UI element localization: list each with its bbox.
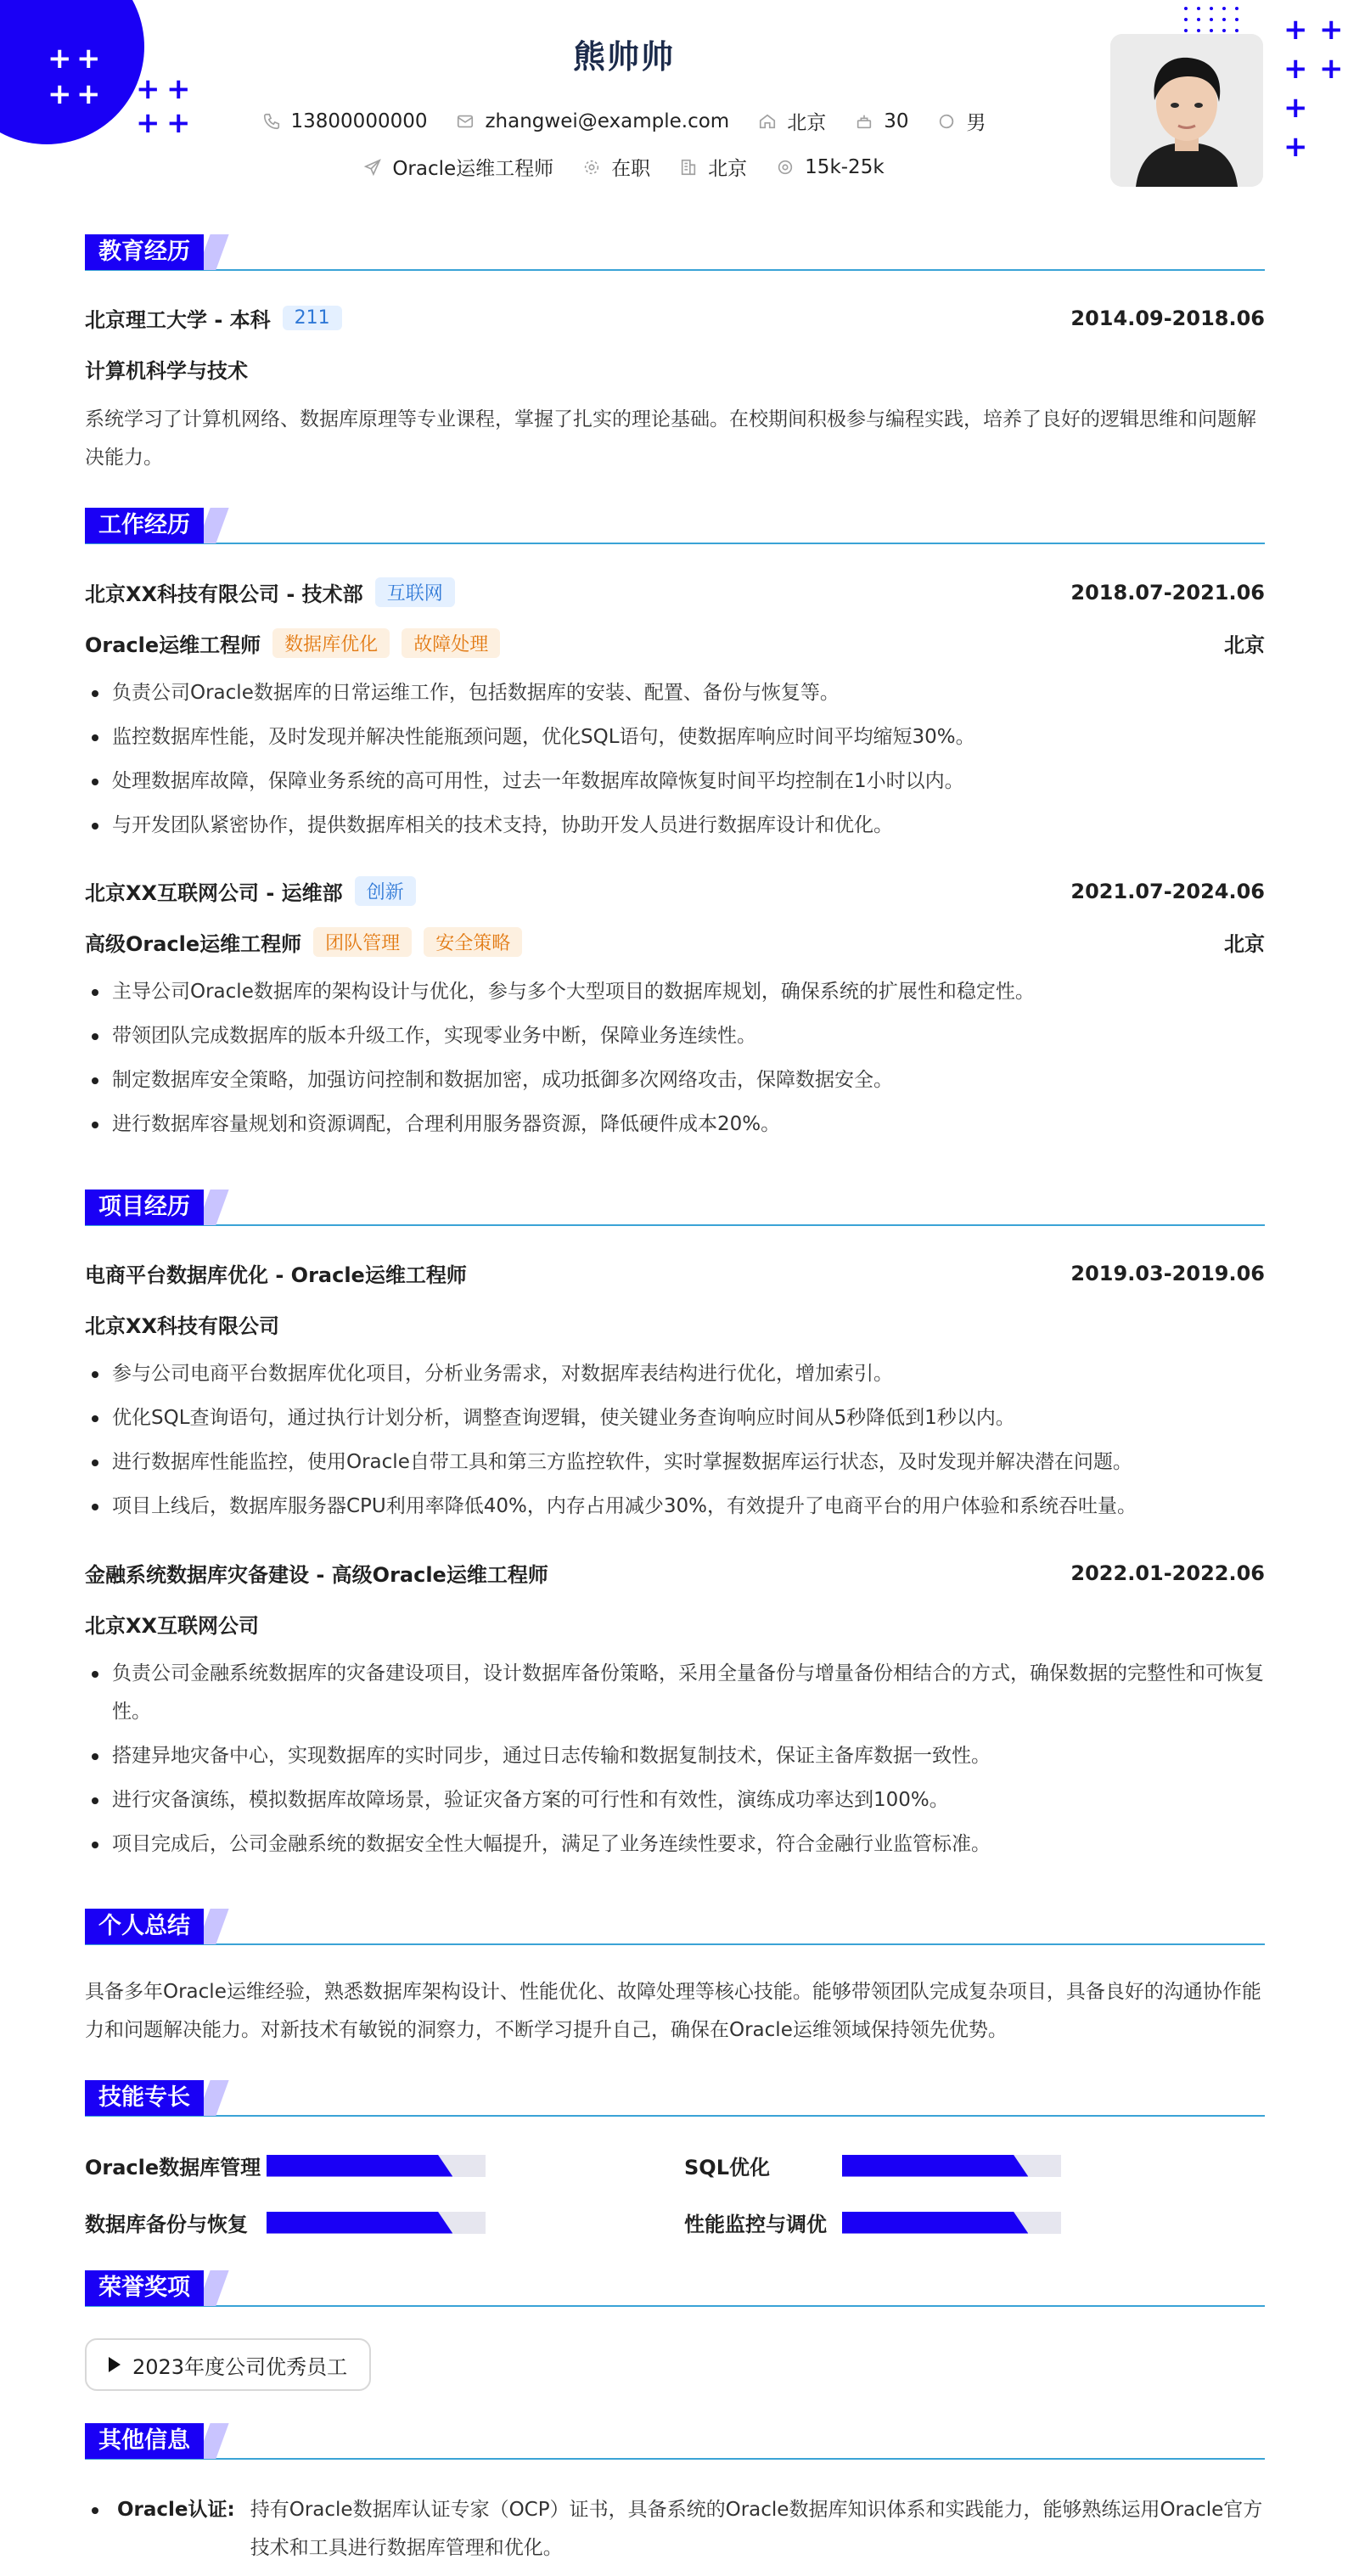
list-item: 制定数据库安全策略，加强访问控制和数据加密，成功抵御多次网络攻击，保障数据安全。: [85, 1061, 1265, 1100]
project-company-row: [85, 1309, 1265, 1339]
skill-name: 性能监控与调优: [684, 2213, 827, 2236]
bullet-dot: [92, 2507, 98, 2514]
skill-name: Oracle数据库管理: [85, 2156, 261, 2179]
education-date: 2014.09-2018.06: [1070, 306, 1265, 330]
plus-icon: +: [1283, 13, 1308, 47]
avatar: [1110, 34, 1263, 187]
project-header: [85, 1258, 1265, 1288]
work-date: 2021.07-2024.06: [1070, 879, 1265, 903]
education-description: 系统学习了计算机网络、数据库原理等专业课程，掌握了扎实的理论基础。在校期间积极参与编程实践，培养了良好的逻辑思维和问题解决能力。: [85, 408, 1256, 469]
phone-icon: [262, 112, 281, 131]
skill-item: [684, 2208, 1061, 2237]
major: 计算机科学与技术: [85, 359, 248, 383]
role-tag: 数据库优化: [272, 628, 390, 658]
work-header: [85, 577, 1265, 607]
plus-icon: +: [1283, 52, 1308, 86]
building-icon: [679, 158, 698, 177]
coin-icon: [776, 158, 795, 177]
section-education: [85, 234, 1265, 272]
skill-bar-fill: [842, 2155, 1028, 2177]
gender-icon: [937, 112, 956, 131]
job-title-text: Oracle运维工程师: [392, 158, 554, 180]
list-item: 负责公司金融系统数据库的灾备建设项目，设计数据库备份策略，采用全量备份与增量备份相结合的方式，确保数据的完整性和可恢复性。: [85, 1655, 1265, 1731]
plus-icon: +: [1283, 91, 1308, 125]
home-icon: [758, 112, 777, 131]
job-title-item: [363, 153, 553, 181]
plus-icon: +: [166, 72, 191, 106]
candidate-name: 熊帅帅: [572, 38, 675, 76]
role-title: 高级Oracle运维工程师: [85, 932, 302, 956]
gender-item: [937, 107, 986, 135]
work-city: 北京: [1224, 633, 1265, 657]
section-other: [85, 2423, 1265, 2461]
section-title: 项目经历: [85, 1190, 204, 1225]
skill-item: [684, 2151, 1061, 2180]
plus-icon: +: [1319, 52, 1344, 86]
other-value: 持有Oracle数据库认证专家（OCP）证书，具备系统的Oracle数据库知识体系和实践能力，能够熟练运用Oracle官方技术和工具进行数据库管理和优化。: [250, 2499, 1263, 2559]
company-tag: 创新: [355, 876, 416, 906]
skill-name: 数据库备份与恢复: [85, 2213, 248, 2236]
section-project: [85, 1190, 1265, 1227]
list-item: 搭建异地灾备中心，实现数据库的实时同步，通过日志传输和数据复制技术，保证主备库数据一致性。: [85, 1737, 1265, 1775]
school-tag: 211: [283, 306, 342, 330]
project-company-row: [85, 1609, 1265, 1639]
play-icon: [109, 2357, 121, 2372]
mail-icon: [456, 112, 475, 131]
skill-bar: [267, 2155, 486, 2177]
role-tag: 团队管理: [313, 927, 412, 957]
summary-text: 具备多年Oracle运维经验，熟悉数据库架构设计、性能优化、故障处理等核心技能。能够带领团队完成复杂项目，具备良好的沟通协作能力和问题解决能力。对新技术有敏锐的洞察力，不断学习提升自己，确保在Oracle运维领域保持领先优势。: [85, 1981, 1261, 2041]
plus-icon: +: [1319, 13, 1344, 47]
plus-icon: +: [166, 106, 191, 140]
city-text: 北京: [708, 158, 748, 180]
project-bullets: [85, 1655, 1265, 1870]
work-header: [85, 876, 1265, 906]
contact-row: [0, 107, 1248, 135]
list-item: 负责公司Oracle数据库的日常运维工作，包括数据库的安装、配置、备份与恢复等。: [85, 674, 1265, 712]
list-item: 监控数据库性能，及时发现并解决性能瓶颈问题，优化SQL语句，使数据库响应时间平均缩短30%。: [85, 718, 1265, 756]
phone-item: [262, 110, 428, 132]
skill-bar-fill: [267, 2212, 452, 2234]
work-date: 2018.07-2021.06: [1070, 580, 1265, 605]
status-item: [582, 153, 650, 181]
plus-icon: +: [48, 42, 72, 76]
list-item: 进行灾备演练，模拟数据库故障场景，验证灾备方案的可行性和有效性，演练成功率达到100%。: [85, 1781, 1265, 1820]
status-text: 在职: [611, 158, 651, 180]
list-item: 与开发团队紧密协作，提供数据库相关的技术支持，协助开发人员进行数据库设计和优化。: [85, 807, 1265, 845]
section-title: 其他信息: [85, 2423, 204, 2459]
gear-icon: [582, 158, 601, 177]
list-item: 优化SQL查询语句，通过执行计划分析，调整查询逻辑，使关键业务查询响应时间从5秒降低到1秒以内。: [85, 1399, 1265, 1437]
section-title: 荣誉奖项: [85, 2270, 204, 2306]
plus-icon: +: [136, 106, 160, 140]
list-item: 项目完成后，公司金融系统的数据安全性大幅提升，满足了业务连续性要求，符合金融行业监管标准。: [85, 1825, 1265, 1864]
project-company: 北京XX互联网公司: [85, 1614, 260, 1638]
decor-dots: [1184, 7, 1240, 32]
skill-bar-fill: [842, 2212, 1028, 2234]
age-item: [855, 110, 908, 132]
project-date: 2019.03-2019.06: [1070, 1261, 1265, 1285]
location-item: [758, 107, 826, 135]
other-info-item: [85, 2491, 1265, 2568]
other-key: Oracle认证:: [117, 2499, 235, 2521]
section-title: 工作经历: [85, 508, 204, 543]
work-bullets: [85, 973, 1265, 1150]
work-bullets: [85, 674, 1265, 851]
role-tag: 故障处理: [402, 628, 500, 658]
role-title: Oracle运维工程师: [85, 633, 261, 657]
company-name: 北京XX互联网公司 - 运维部: [85, 881, 343, 905]
company-tag: 互联网: [375, 577, 455, 607]
email-text: zhangwei@example.com: [485, 110, 730, 132]
skill-bar: [842, 2155, 1061, 2177]
school-name: 北京理工大学 - 本科: [85, 308, 271, 332]
list-item: 项目上线后，数据库服务器CPU利用率降低40%，内存占用减少30%，有效提升了电商平台的用户体验和系统吞吐量。: [85, 1488, 1265, 1526]
company-name: 北京XX科技有限公司 - 技术部: [85, 582, 363, 606]
list-item: 进行数据库性能监控，使用Oracle自带工具和第三方监控软件，实时掌握数据库运行状态，及时发现并解决潜在问题。: [85, 1443, 1265, 1482]
city-item: [679, 153, 747, 181]
skill-bar: [267, 2212, 486, 2234]
skill-name: SQL优化: [684, 2156, 770, 2179]
gender-text: 男: [966, 112, 986, 134]
salary-text: 15k-25k: [805, 155, 885, 178]
section-title: 技能专长: [85, 2080, 204, 2116]
project-title: 金融系统数据库灾备建设 - 高级Oracle运维工程师: [85, 1563, 548, 1587]
phone-text: 13800000000: [290, 110, 428, 132]
section-summary: [85, 1909, 1265, 1946]
section-title: 教育经历: [85, 234, 204, 270]
email-item: [456, 110, 729, 132]
project-company: 北京XX科技有限公司: [85, 1314, 280, 1338]
list-item: 带领团队完成数据库的版本升级工作，实现零业务中断，保障业务连续性。: [85, 1017, 1265, 1055]
section-work: [85, 508, 1265, 545]
plus-icon: +: [1283, 130, 1308, 164]
salary-item: [776, 156, 884, 178]
section-title: 个人总结: [85, 1909, 204, 1944]
project-header: [85, 1558, 1265, 1588]
skill-item: [85, 2208, 486, 2237]
plus-icon: +: [48, 77, 72, 111]
cake-icon: [855, 112, 873, 131]
section-skills: [85, 2080, 1265, 2118]
send-icon: [363, 158, 382, 177]
list-item: 处理数据库故障，保障业务系统的高可用性，过去一年数据库故障恢复时间平均控制在1小时以内。: [85, 762, 1265, 801]
job-row: [0, 153, 1248, 181]
skill-bar: [842, 2212, 1061, 2234]
age-text: 30: [884, 110, 909, 132]
skill-bar-fill: [267, 2155, 452, 2177]
list-item: 进行数据库容量规划和资源调配，合理利用服务器资源，降低硬件成本20%。: [85, 1105, 1265, 1144]
section-awards: [85, 2270, 1265, 2308]
role-tag: 安全策略: [424, 927, 522, 957]
list-item: 参与公司电商平台数据库优化项目，分析业务需求，对数据库表结构进行优化，增加索引。: [85, 1355, 1265, 1393]
major-row: [85, 354, 1265, 384]
plus-icon: +: [76, 42, 101, 76]
project-bullets: [85, 1355, 1265, 1532]
project-date: 2022.01-2022.06: [1070, 1561, 1265, 1585]
skill-item: [85, 2151, 486, 2180]
work-city: 北京: [1224, 932, 1265, 956]
role-row: [85, 628, 1265, 658]
plus-icon: +: [136, 72, 160, 106]
plus-icon: +: [76, 77, 101, 111]
award-text: 2023年度公司优秀员工: [132, 2354, 348, 2379]
award-item[interactable]: [85, 2338, 371, 2391]
education-header: [85, 303, 1265, 333]
role-row: [85, 927, 1265, 957]
project-title: 电商平台数据库优化 - Oracle运维工程师: [85, 1263, 467, 1287]
location-text: 北京: [787, 112, 827, 134]
list-item: 主导公司Oracle数据库的架构设计与优化，参与多个大型项目的数据库规划，确保系统的扩展性和稳定性。: [85, 973, 1265, 1011]
avatar-portrait-icon: [1110, 34, 1263, 187]
